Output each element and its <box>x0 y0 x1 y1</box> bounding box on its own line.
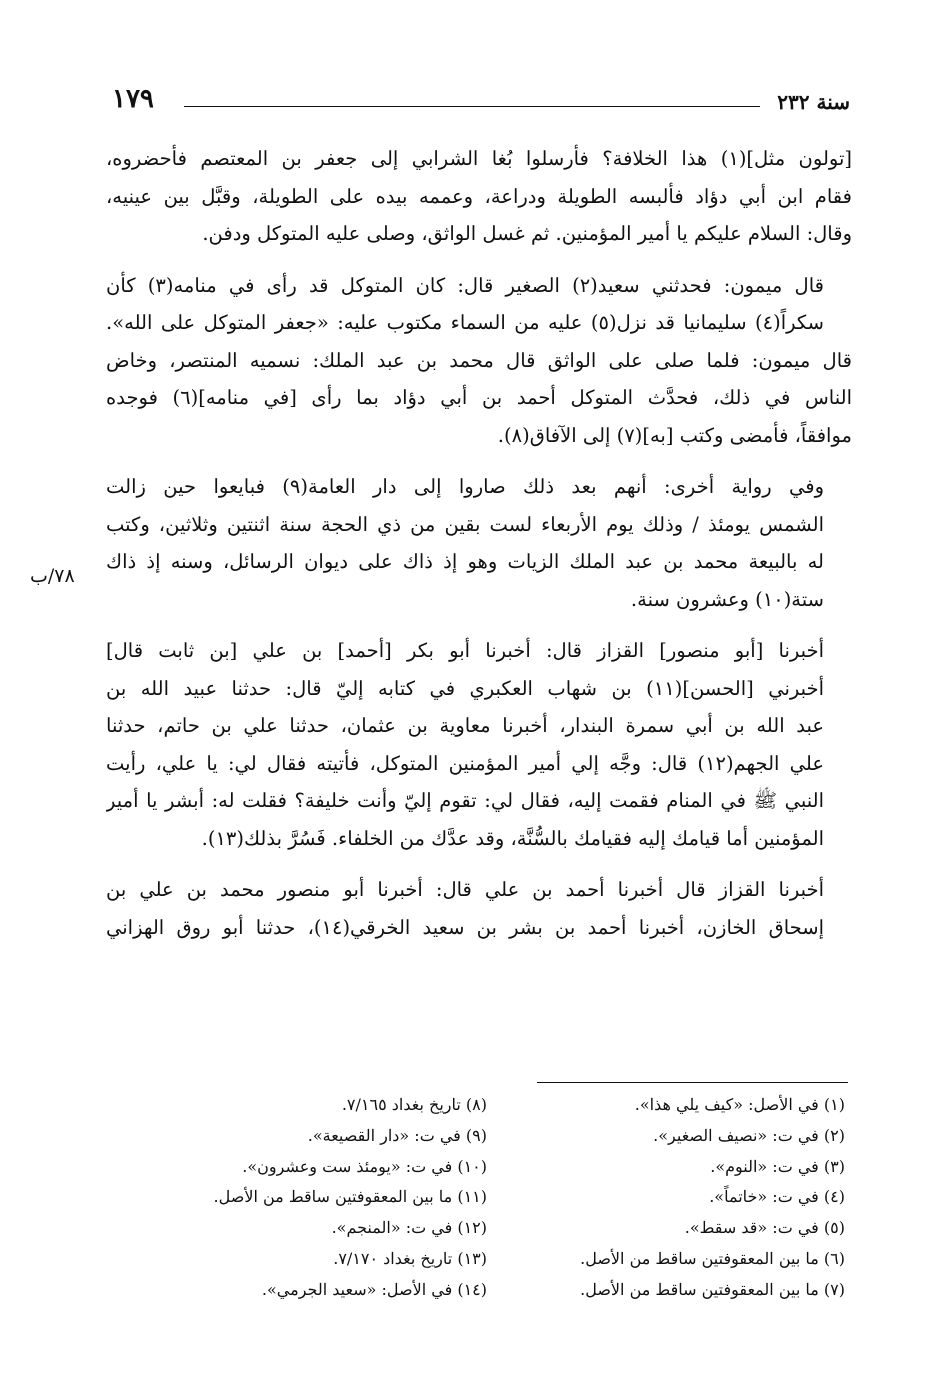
paragraph <box>106 468 852 618</box>
text-line: فقام ابن أبي دؤاد فألبسه الطويلة ودراعة، وعممه بيده على الطويلة، وقبَّل بين عينيه، <box>106 184 852 208</box>
paragraph <box>106 871 852 946</box>
text-line: وفي رواية أخرى: أنهم بعد ذلك صاروا إلى دار العامة(٩) فبايعوا حين زالت <box>106 475 824 498</box>
footnote: (٤) في ت: «خاتماً». <box>709 1187 845 1207</box>
text-line: إسحاق الخازن، أخبرنا أحمد بن بشر بن سعيد الخرقي(١٤)، حدثنا أبو روق الهزاني <box>106 915 825 939</box>
text-line: النبي ﷺ في المنام فقمت إليه، فقال لي: تقوم إليّ وأنت خليفة؟ فقلت له: أبشر يا أمير <box>106 789 824 812</box>
footnote: (١) في الأصل: «كيف يلي هذا». <box>634 1095 845 1114</box>
footnote: (٢) في ت: «نصيف الصغير». <box>653 1125 845 1145</box>
footnote: (١٢) في ت: «المنجم». <box>331 1218 487 1238</box>
text-line: وقال: السلام عليكم يا أمير المؤمنين. ثم غسل الواثق، وصلى عليه المتوكل ودفن. <box>202 222 852 245</box>
text-line: أخبرني [الحسن](١١) بن شهاب العكبري في كتابه إليّ قال: حدثنا عبيد الله بن <box>106 676 824 700</box>
paragraph <box>106 342 852 455</box>
footnotes-column-right <box>495 1090 845 1306</box>
paragraph <box>106 267 852 342</box>
text-line: سكراً(٤) سليمانيا قد نزل(٥) عليه من السماء مكتوب عليه: «جعفر المتوكل على الله». <box>106 311 824 334</box>
margin-folio-note: ٧٨/ب <box>30 565 75 587</box>
footnote: (١١) ما بين المعقوفتين ساقط من الأصل. <box>213 1187 487 1207</box>
footnote: (٥) في ت: «قد سقط». <box>684 1218 845 1238</box>
text-line: أخبرنا [أبو منصور] القزاز قال: أخبرنا أبو بكر [أحمد] بن علي [بن ثابت قال] <box>106 639 824 662</box>
running-head-year: سنة ٢٣٢ <box>777 90 850 114</box>
text-line: قال ميمون: فلما صلى على الواثق قال محمد بن عبد الملك: نسميه المنتصر، وخاض <box>106 348 852 372</box>
footnote: (٩) في ت: «دار القصيعة». <box>307 1125 487 1145</box>
text-line: [تولون مثل](١) هذا الخلافة؟ فأرسلوا بُغا الشرابي إلى جعفر بن المعتصم فأحضروه، <box>106 147 852 170</box>
text-line: قال ميمون: فحدثني سعيد(٢) الصغير قال: كان المتوكل قد رأى في منامه(٣) كأن <box>106 273 824 297</box>
text-line: الناس في ذلك، فحدَّث المتوكل أحمد بن أبي دؤاد بما رأى [في منامه](٦) فوجده <box>106 386 852 409</box>
footnote: (١٤) في الأصل: «سعيد الجرمي». <box>261 1279 487 1299</box>
header-rule <box>184 106 760 107</box>
text-line: له بالبيعة محمد بن عبد الملك الزيات وهو إذ ذاك على ديوان الرسائل، وسنه إذ ذاك <box>106 550 824 573</box>
text-line: موافقاً، فأمضى وكتب [به](٧) إلى الآفاق(٨). <box>497 423 852 447</box>
page-number: ١٧٩ <box>112 84 154 114</box>
footnote: (١٠) في ت: «يومئذ ست وعشرون». <box>242 1156 487 1176</box>
footnote-separator <box>537 1082 848 1083</box>
footnote: (١٣) تاريخ بغداد ٧/١٧٠. <box>333 1248 487 1268</box>
text-line: أخبرنا القزاز قال أخبرنا أحمد بن علي قال: أخبرنا أبو منصور محمد بن علي بن <box>106 878 824 901</box>
text-line: المؤمنين أما قيامك إليه فقيامك بالسُّنَّة، وقد عدَّك من الخلفاء. فَسُرَّ بذلك(١٣). <box>201 826 824 850</box>
text-line: علي الجهم(١٢) قال: وجَّه إلي أمير المؤمنين المتوكل، فأتيته فقال لي: يا علي، رأيت <box>106 751 824 775</box>
paragraph <box>106 632 852 857</box>
footnotes-column-left <box>137 1090 487 1306</box>
footnote: (٦) ما بين المعقوفتين ساقط من الأصل. <box>580 1248 845 1268</box>
text-line: ستة(١٠) وعشرون سنة. <box>630 587 824 611</box>
page-header <box>112 84 850 124</box>
footnote: (٨) تاريخ بغداد ٧/١٦٥. <box>341 1095 487 1114</box>
paragraph <box>106 140 852 253</box>
text-line: الشمس يومئذ / وذلك يوم الأربعاء لست بقين من ذي الحجة سنة اثنتين وثلاثين، وكتب <box>106 512 824 536</box>
footnote: (٧) ما بين المعقوفتين ساقط من الأصل. <box>580 1279 845 1299</box>
text-line: عبد الله بن أبي سمرة البندار، أخبرنا معاوية بن عثمان، حدثنا علي بن حاتم، حدثنا <box>106 714 824 737</box>
footnote: (٣) في ت: «النوم». <box>710 1156 845 1176</box>
main-text <box>106 140 852 960</box>
